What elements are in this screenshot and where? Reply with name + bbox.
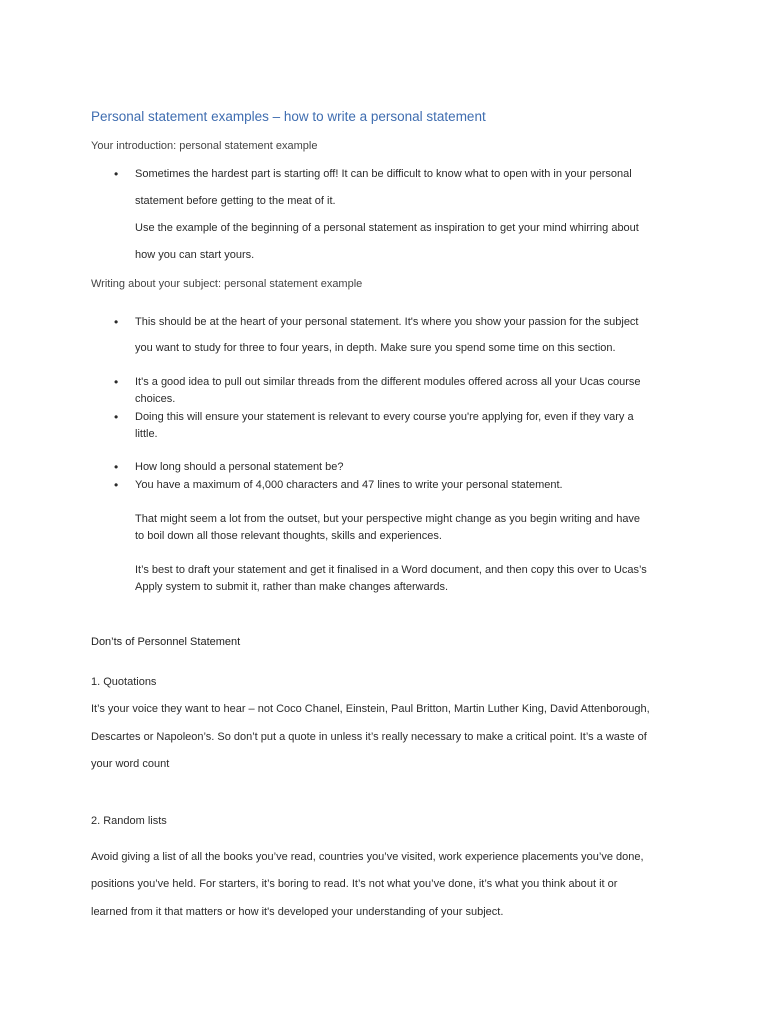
bullet-marker: • [114, 375, 119, 389]
quotations-line: It’s your voice they want to hear – not Coco Chanel, Einstein, Paul Britton, Martin Luther King, David Attenborough, [91, 703, 650, 715]
bullet-marker: • [114, 315, 119, 329]
subject-line: How long should a personal statement be? [135, 461, 344, 473]
subject-line: little. [135, 428, 158, 440]
bullet-marker: • [114, 410, 119, 424]
lists-line: learned from it that matters or how it's developed your understanding of your subject. [91, 906, 504, 918]
subject-line: That might seem a lot from the outset, but your perspective might change as you begin writing and have [135, 513, 641, 525]
subject-line: It's a good idea to pull out similar threads from the different modules offered across all your Ucas course [135, 376, 641, 388]
subject-line: Doing this will ensure your statement is relevant to every course you're applying for, even if they vary a [135, 411, 634, 423]
subject-line: It’s best to draft your statement and get it finalised in a Word document, and then copy this over to Ucas’s [135, 564, 647, 576]
intro-line: statement before getting to the meat of it. [135, 195, 336, 207]
subject-line: You have a maximum of 4,000 characters and 47 lines to write your personal statement. [135, 479, 563, 491]
subject-line: choices. [135, 393, 176, 405]
subject-line: to boil down all those relevant thoughts, skills and experiences. [135, 530, 442, 542]
intro-line: Sometimes the hardest part is starting off! It can be difficult to know what to open with in your personal [135, 168, 632, 180]
subject-line: you want to study for three to four years, in depth. Make sure you spend some time on this section. [135, 342, 616, 354]
quotations-line: your word count [91, 758, 170, 770]
intro-line: how you can start yours. [135, 249, 255, 261]
donts-heading: Don’ts of Personnel Statement [91, 636, 241, 648]
intro-line: Use the example of the beginning of a personal statement as inspiration to get your mind whirring about [135, 222, 639, 234]
lists-heading: 2. Random lists [91, 815, 167, 827]
intro-heading: Your introduction: personal statement example [91, 140, 318, 152]
bullet-marker: • [114, 167, 119, 181]
bullet-marker: • [114, 460, 119, 474]
document-title: Personal statement examples – how to write a personal statement [91, 109, 486, 124]
subject-line: This should be at the heart of your personal statement. It's where you show your passion for the subject [135, 316, 639, 328]
subject-line: Apply system to submit it, rather than make changes afterwards. [135, 581, 449, 593]
lists-line: positions you’ve held. For starters, it’s boring to read. It’s not what you’ve done, it’s what you think about it or [91, 878, 618, 890]
subject-heading: Writing about your subject: personal statement example [91, 278, 363, 290]
lists-line: Avoid giving a list of all the books you’ve read, countries you’ve visited, work experience placements you’ve done, [91, 851, 644, 863]
quotations-line: Descartes or Napoleon’s. So don’t put a quote in unless it’s really necessary to make a critical point. It’s a waste of [91, 731, 647, 743]
bullet-marker: • [114, 478, 119, 492]
quotations-heading: 1. Quotations [91, 676, 157, 688]
